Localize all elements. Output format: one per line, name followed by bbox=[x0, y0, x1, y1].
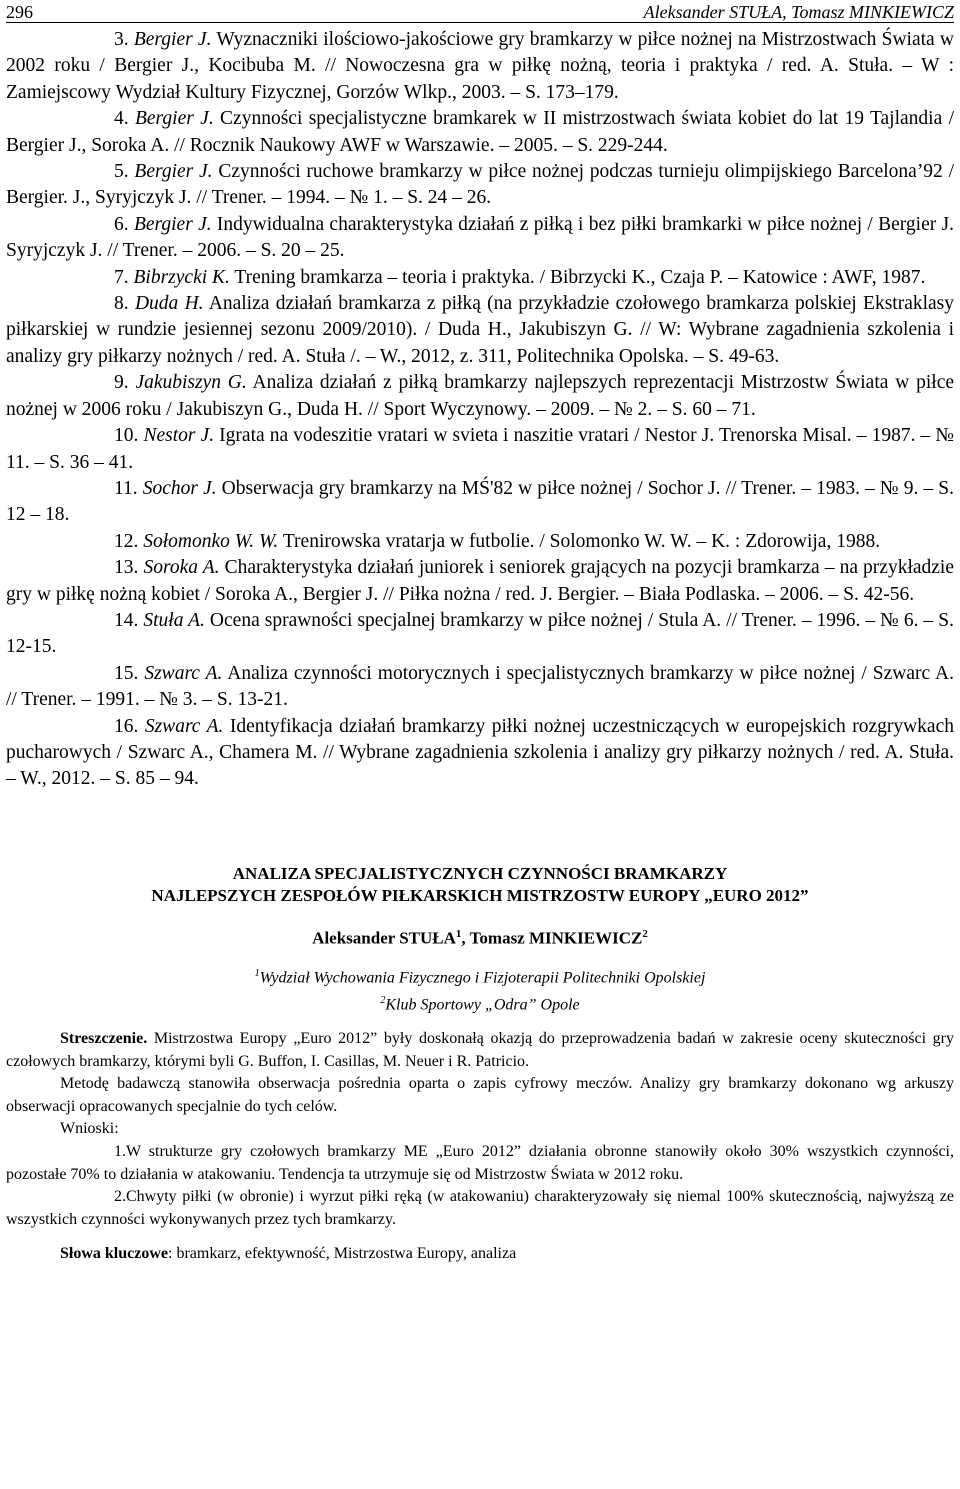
reference-author: Stuła A. bbox=[143, 609, 205, 631]
reference-number: 4. bbox=[114, 108, 129, 130]
reference-item bbox=[6, 159, 954, 212]
reference-author: Duda H. bbox=[134, 293, 204, 315]
author-2-sup: 2 bbox=[642, 927, 648, 940]
reference-item bbox=[6, 423, 954, 476]
conclusions-label: Wnioski: bbox=[60, 1120, 119, 1138]
article-title-line-2: NAJLEPSZYCH ZESPOŁÓW PIŁKARSKICH MISTRZOSTW EUROPY „EURO 2012” bbox=[151, 885, 809, 905]
article-title-line-1: ANALIZA SPECJALISTYCZNYCH CZYNNOŚCI BRAMKARZY bbox=[232, 863, 728, 883]
affiliation-2-text: Klub Sportowy „Odra” Opole bbox=[385, 996, 580, 1014]
reference-list bbox=[6, 27, 954, 793]
abstract-text: Mistrzostwa Europy „Euro 2012” były doskonałą okazją do przeprowadzenia badań w zakresie oceny skuteczności gry czołowych bramkarzy, którymi byli G. Buffon, I. Casillas, M. Neuer i R. Patricio. bbox=[6, 1030, 954, 1070]
reference-number: 9. bbox=[114, 372, 129, 394]
reference-item bbox=[6, 291, 954, 370]
running-title: Aleksander STUŁA, Tomasz MINKIEWICZ bbox=[643, 2, 954, 22]
reference-text: Wyznaczniki ilościowo-jakościowe gry bramkarzy w piłce nożnej na Mistrzostwach Świata w 2002 roku / Bergier J., Kocibuba M. // Nowoczesna gra w piłkę nożną, teoria i praktyka / red. A. Stuła. – W : Zamiejscowy Wydział Kultury Fizycznej, Gorzów Wlkp., 2003. – S. 173–179. bbox=[6, 29, 955, 103]
reference-item bbox=[6, 608, 954, 661]
reference-item bbox=[6, 265, 954, 291]
reference-number: 14. bbox=[114, 609, 139, 631]
conclusion-number: 1. bbox=[114, 1143, 126, 1161]
abstract-paragraph bbox=[6, 1028, 954, 1073]
reference-text: Analiza działań z piłką bramkarzy najlepszych reprezentacji Mistrzostw Świata w piłce nożnej w 2006 roku / Jakubiszyn G., Duda H. // Sport Wyczynowy. – 2009. – № 2. – S. 60 – 71. bbox=[6, 372, 954, 420]
author-line bbox=[6, 923, 954, 950]
reference-text: Obserwacja gry bramkarzy na MŚ'82 w piłce nożnej / Sochor J. // Trener. – 1983. – № 9. – S. 12 – 18. bbox=[6, 477, 954, 526]
affiliation-1-sup: 1 bbox=[254, 968, 260, 980]
keywords-paragraph bbox=[6, 1243, 954, 1266]
reference-text: Czynności specjalistyczne bramkarek w II mistrzostwach świata kobiet do lat 19 Tajlandia / Bergier J., Soroka A. // Rocznik Naukowy AWF w Warszawie. – 2005. – S. 229-244. bbox=[6, 108, 955, 156]
reference-number: 11. bbox=[114, 477, 138, 499]
abstract-label: Streszczenie. bbox=[60, 1030, 148, 1048]
keywords bbox=[6, 1243, 954, 1266]
reference-author: Szwarc A. bbox=[144, 715, 224, 737]
reference-text: Igrata na vodeszitie vratari w svieta i naszitie vratari / Nestor J. Trenorska Misal. – 1987. – № 11. – S. 36 – 41. bbox=[6, 425, 954, 473]
reference-author: Bergier J. bbox=[133, 29, 212, 50]
reference-item bbox=[6, 661, 954, 714]
reference-number: 15. bbox=[114, 662, 139, 684]
reference-number: 8. bbox=[114, 293, 129, 315]
reference-number: 16. bbox=[114, 715, 139, 737]
reference-item bbox=[6, 555, 954, 608]
conclusion-number: 2. bbox=[114, 1188, 126, 1206]
reference-item bbox=[6, 212, 954, 265]
reference-text: Trening bramkarza – teoria i praktyka. / Bibrzycki K., Czaja P. – Katowice : AWF, 1987. bbox=[229, 266, 926, 288]
reference-author: Sochor J. bbox=[142, 477, 217, 499]
affiliation-1 bbox=[6, 963, 954, 989]
reference-text: Charakterystyka działań juniorek i seniorek grających na pozycji bramkarza – na przykładzie gry w piłkę nożną kobiet / Soroka A., Bergier J. // Piłka nożna / red. J. Bergier. – Biała Podlaska. – 2006. – S. 42-56. bbox=[6, 557, 955, 605]
affiliation-1-text: Wydział Wychowania Fizycznego i Fizjoterapii Politechniki Opolskiej bbox=[259, 969, 706, 987]
reference-item bbox=[6, 714, 954, 793]
reference-text: Czynności ruchowe bramkarzy w piłce nożnej podczas turnieju olimpijskiego Barcelona’92 / Bergier. J., Syryjczyk J. // Trener. – 1994. – № 1. – S. 24 – 26. bbox=[6, 161, 955, 209]
reference-author: Jakubiszyn G. bbox=[135, 372, 247, 394]
reference-author: Soroka A. bbox=[143, 557, 220, 579]
reference-author: Szwarc A. bbox=[144, 662, 223, 684]
reference-author: Bergier J. bbox=[134, 161, 213, 183]
conclusion-item bbox=[6, 1141, 954, 1186]
reference-text: Indywidualna charakterystyka działań z piłką i bez piłki bramkarki w piłce nożnej / Bergier J. Syryjczyk J. // Trener. – 2006. – S. 20 – 25. bbox=[6, 213, 955, 262]
reference-author: Bergier J. bbox=[134, 108, 214, 130]
reference-text: Analiza działań bramkarza z piłką (na przykładzie czołowego bramkarza polskiej Ekstraklasy piłkarskiej w rundzie jesiennej sezonu 2009/2010). / Duda H., Jakubiszyn G. // W: Wybrane zagadnienia szkolenia i analizy gry piłkarzy nożnych / red. A. Stuła /. – W., 2012, z. 311, Politechnika Opolska. – S. 49-63. bbox=[6, 293, 955, 367]
reference-author: Nestor J. bbox=[143, 425, 215, 447]
keywords-text: : bramkarz, efektywność, Mistrzostwa Europy, analiza bbox=[168, 1245, 517, 1263]
reference-number: 12. bbox=[114, 530, 139, 552]
conclusion-item bbox=[6, 1186, 954, 1231]
reference-item bbox=[6, 476, 954, 529]
reference-author: Sołomonko W. W. bbox=[143, 530, 279, 552]
reference-text: Trenirowska vratarja w futbolie. / Solomonko W. W. – K. : Zdorowija, 1988. bbox=[278, 530, 881, 552]
conclusion-text: W strukturze gry czołowych bramkarzy ME „Euro 2012” działania obronne stanowiły około 30% wszystkich czynności, pozostałe 70% to działania w atakowaniu. Tendencja ta utrzymuje się od Mistrzostw Świata w 2012 roku. bbox=[6, 1143, 954, 1183]
affiliations bbox=[6, 963, 954, 1016]
reference-item bbox=[6, 27, 954, 106]
page-header bbox=[6, 0, 954, 23]
reference-item bbox=[6, 370, 954, 423]
author-separator: , bbox=[461, 928, 470, 948]
affiliation-2-sup: 2 bbox=[380, 994, 386, 1006]
reference-item bbox=[6, 529, 954, 555]
reference-text: Identyfikacja działań bramkarzy piłki nożnej uczestniczących w europejskich rozgrywkach pucharowych / Szwarc A., Chamera M. // Wybrane zagadnienia szkolenia i analizy gry piłkarzy nożnych / red. A. Stuła. – W., 2012. – S. 85 – 94. bbox=[6, 715, 954, 790]
keywords-label: Słowa kluczowe bbox=[60, 1245, 168, 1263]
article-block bbox=[6, 863, 954, 1266]
method-paragraph: Metodę badawczą stanowiła obserwacja pośrednia oparta o zapis cyfrowy meczów. Analizy gry bramkarzy dokonano wg arkuszy obserwacji opracowanych specjalnie do tych celów. bbox=[6, 1075, 954, 1115]
reference-item bbox=[6, 106, 954, 159]
abstract bbox=[6, 1028, 954, 1231]
reference-number: 13. bbox=[114, 557, 139, 579]
author-1: Aleksander STUŁA bbox=[312, 928, 456, 948]
author-2: Tomasz MINKIEWICZ bbox=[469, 928, 643, 948]
page-number: 296 bbox=[6, 2, 33, 22]
reference-number: 7. bbox=[114, 266, 129, 288]
reference-number: 3. bbox=[114, 29, 129, 50]
reference-number: 5. bbox=[114, 161, 129, 183]
reference-author: Bibrzycki K. bbox=[133, 266, 230, 288]
affiliation-2 bbox=[6, 990, 954, 1016]
reference-author: Bergier J. bbox=[133, 213, 212, 235]
reference-text: Analiza czynności motorycznych i specjalistycznych bramkarzy w piłce nożnej / Szwarc A. // Trener. – 1991. – № 3. – S. 13-21. bbox=[6, 662, 954, 711]
reference-number: 10. bbox=[114, 425, 139, 447]
reference-number: 6. bbox=[114, 213, 129, 235]
reference-text: Ocena sprawności specjalnej bramkarzy w piłce nożnej / Stula A. // Trener. – 1996. – № 6. – S. 12-15. bbox=[6, 609, 954, 658]
author-1-sup: 1 bbox=[455, 927, 462, 940]
conclusion-text: Chwyty piłki (w obronie) i wyrzut piłki ręką (w atakowaniu) charakteryzowały się niemal 100% skutecznością, najwyższą ze wszystkich czynności wykonywanych przez tych bramkarzy. bbox=[6, 1188, 954, 1228]
